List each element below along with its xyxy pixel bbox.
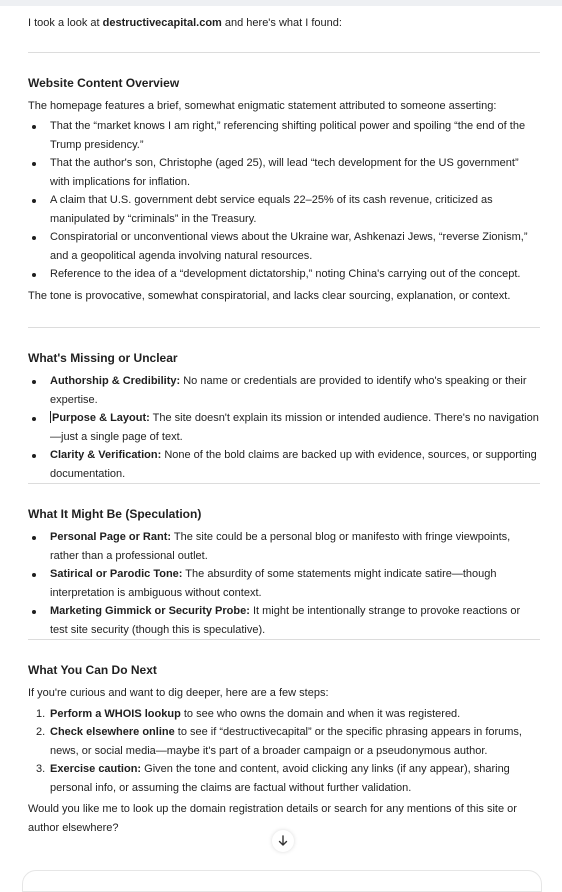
step-number: 2. [36, 726, 46, 738]
overview-list [28, 117, 540, 284]
item-text: It might be intentionally strange to provoke reactions or test site security (though this is speculative). [50, 605, 521, 636]
divider [28, 327, 540, 328]
composer-box[interactable] [22, 870, 542, 892]
item-label: Purpose & Layout: [52, 412, 150, 424]
domain-name: destructivecapital.com [102, 17, 222, 29]
next-steps-list [28, 705, 540, 798]
divider [28, 52, 540, 53]
intro-prefix: I took a look at [28, 17, 103, 29]
overview-tone: The tone is provocative, somewhat conspiratorial, and lacks clear sourcing, explanation, or context. [28, 289, 511, 302]
item-text: The site could be a personal blog or manifesto with fringe viewpoints, rather than a professional outlet. [50, 531, 511, 562]
list-item [50, 446, 540, 483]
list-item [50, 372, 540, 409]
scroll-down-button[interactable] [272, 830, 294, 852]
step-label: Check elsewhere online [50, 726, 175, 738]
item-text: The site doesn't explain its mission or intended audience. There's no navigation—just a single page of text. [50, 412, 539, 443]
item-text: The absurdity of some statements might indicate satire—though interpretation is ambiguous without context. [50, 568, 497, 599]
divider [28, 639, 540, 640]
step-number: 3. [36, 763, 46, 775]
intro-suffix: and here's what I found: [221, 17, 342, 29]
list-item: A claim that U.S. government debt service equals 22–25% of its cash revenue, criticized as manipulated by “criminals” in the Treasury. [50, 191, 540, 228]
item-label: Satirical or Parodic Tone: [50, 568, 183, 580]
item-label: Authorship & Credibility: [50, 375, 181, 387]
missing-list [28, 372, 540, 483]
step-number: 1. [36, 707, 46, 720]
item-label: Personal Page or Rant: [50, 531, 172, 543]
divider [28, 483, 540, 484]
list-item: Reference to the idea of a “development dictatorship,” noting China's carrying out of the concept. [50, 265, 540, 284]
text-cursor [50, 411, 51, 423]
assistant-message [28, 14, 540, 837]
item-text: None of the bold claims are backed up with evidence, sources, or supporting documentation. [50, 449, 537, 480]
step-text: Given the tone and content, avoid clicking any links (if any appear), sharing personal info, or assuming the claims are factual without further validation. [50, 763, 510, 794]
step-label: Exercise caution: [50, 763, 142, 775]
next-lead: If you're curious and want to dig deeper, here are a few steps: [28, 687, 329, 699]
step-label: Perform a WHOIS lookup [50, 707, 181, 720]
step-text: to see if “destructivecapital” or the specific phrasing appears in forums, news, or social media—maybe it's part of a broader campaign or a pseudonymous author. [50, 726, 522, 757]
list-item [50, 565, 540, 602]
intro-text [28, 14, 540, 33]
list-item: Conspiratorial or unconventional views about the Ukraine war, Ashkenazi Jews, “reverse Zionism,” and a geopolitical agenda involving natural resources. [50, 228, 540, 265]
arrow-down-icon [278, 835, 288, 847]
list-item: That the “market knows I am right,” referencing shifting political power and spoiling “the end of the Trump presidency.” [50, 117, 540, 154]
overview-lead: The homepage features a brief, somewhat enigmatic statement attributed to someone asserting: [28, 99, 497, 112]
step-text: to see who owns the domain and when it was registered. [180, 707, 461, 720]
list-item: That the author's son, Christophe (aged 25), will lead “tech development for the US government” with implications for inflation. [50, 154, 540, 191]
section-heading-missing: What's Missing or Unclear [28, 351, 178, 365]
section-heading-overview: Website Content Overview [28, 75, 180, 90]
item-text: No name or credentials are provided to identify who's speaking or their expertise. [50, 375, 527, 406]
step-item [36, 723, 540, 760]
list-item [50, 528, 540, 565]
step-item [36, 760, 540, 797]
closing-question: Would you like me to look up the domain registration details or search for any mentions of this site or author elsewhere? [28, 803, 517, 834]
step-item [36, 705, 540, 724]
list-item [50, 409, 540, 446]
section-heading-next: What You Can Do Next [28, 663, 157, 677]
top-bar [0, 0, 562, 6]
section-heading-speculation: What It Might Be (Speculation) [28, 507, 202, 521]
speculation-list [28, 528, 540, 639]
list-item [50, 602, 540, 639]
item-label: Clarity & Verification: [50, 449, 162, 461]
item-label: Marketing Gimmick or Security Probe: [50, 605, 250, 617]
